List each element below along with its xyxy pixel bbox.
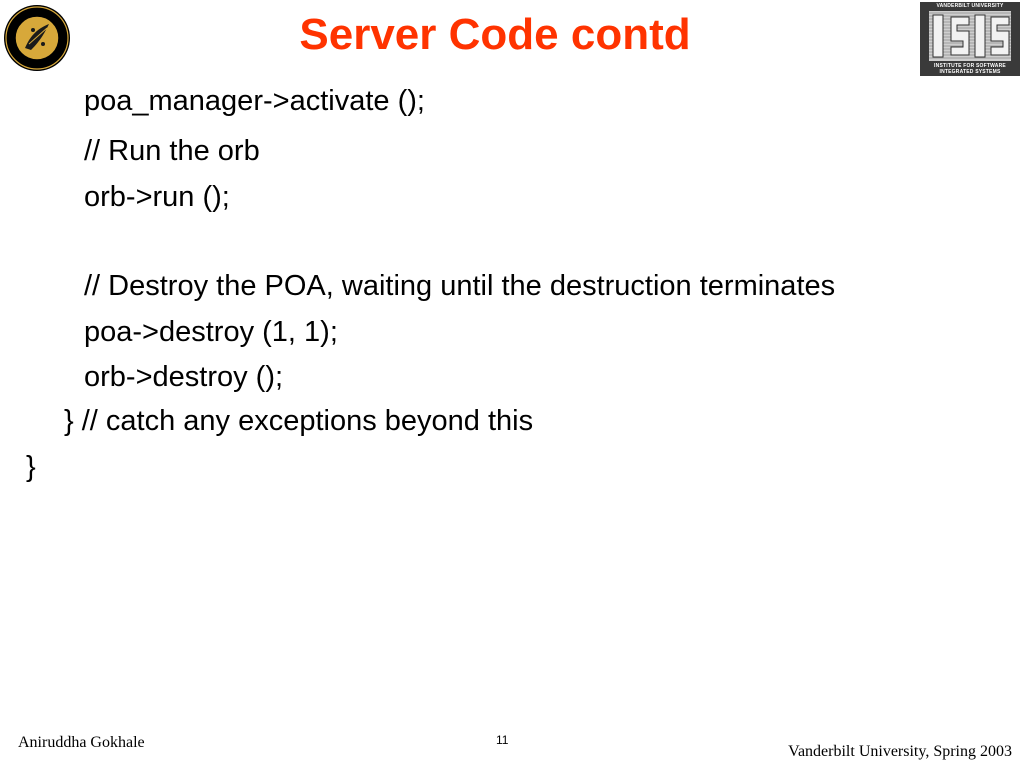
code-line: orb->run (); bbox=[84, 181, 230, 213]
isis-mark-icon bbox=[929, 11, 1011, 61]
isis-logo-bottom-text bbox=[920, 63, 1020, 75]
footer-author: Aniruddha Gokhale bbox=[18, 734, 145, 751]
code-line: } bbox=[26, 451, 36, 483]
code-line: } // catch any exceptions beyond this bbox=[64, 405, 534, 437]
isis-logo-bottom-line1: INSTITUTE FOR SOFTWARE bbox=[934, 63, 1006, 69]
code-line: // Run the orb bbox=[84, 135, 260, 167]
footer-institution: Vanderbilt University, Spring 2003 bbox=[788, 743, 1012, 760]
code-line: poa_manager->activate (); bbox=[84, 85, 425, 117]
code-line: poa->destroy (1, 1); bbox=[84, 316, 338, 348]
isis-logo-top-text: VANDERBILT UNIVERSITY bbox=[936, 3, 1004, 9]
code-line: // Destroy the POA, waiting until the destruction terminates bbox=[84, 270, 836, 302]
isis-logo bbox=[920, 2, 1020, 76]
code-line: orb->destroy (); bbox=[84, 361, 284, 393]
page-number: 11 bbox=[496, 733, 509, 747]
isis-logo-bottom-line2: INTEGRATED SYSTEMS bbox=[939, 69, 1001, 75]
slide-title: Server Code contd bbox=[299, 10, 691, 59]
